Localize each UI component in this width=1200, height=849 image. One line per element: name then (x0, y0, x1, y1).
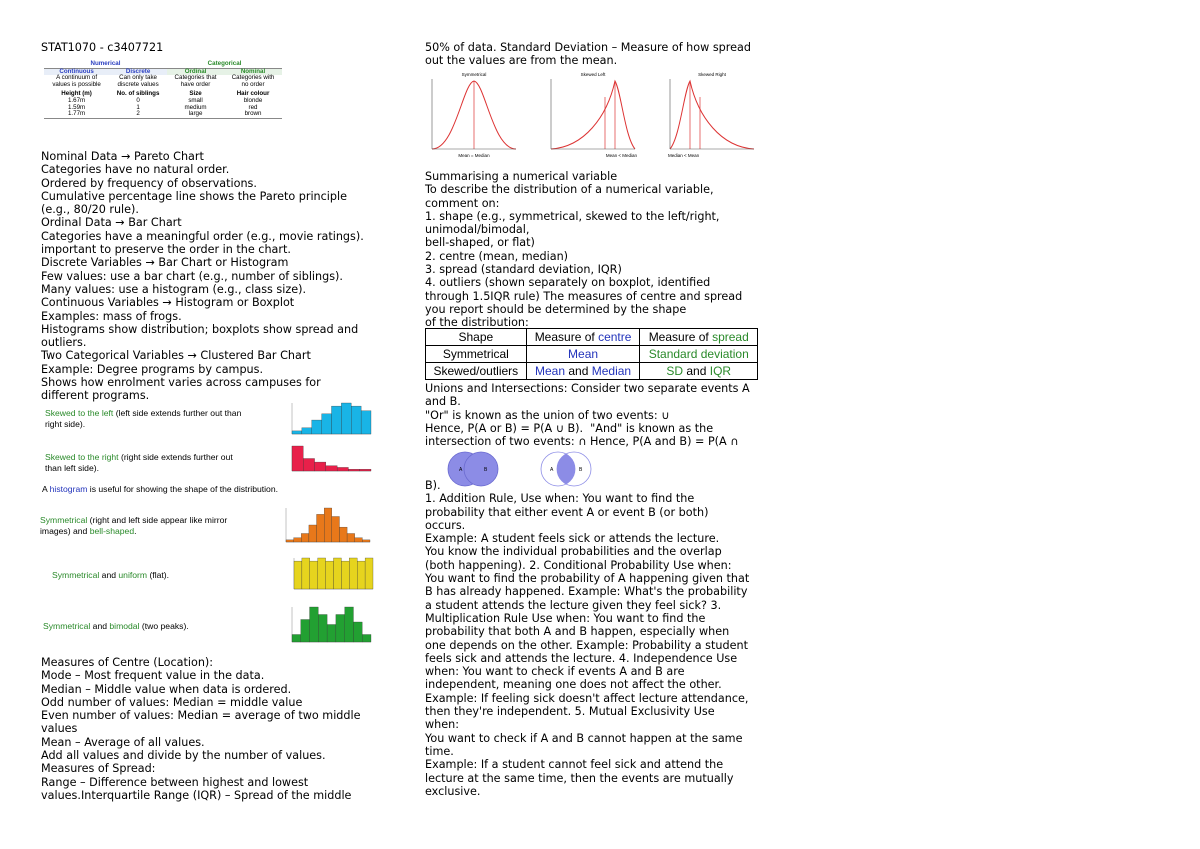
ordinal-heading: Ordinal (167, 68, 224, 75)
shape-cell: Symmetrical (426, 346, 527, 363)
histogram-bar (302, 428, 312, 434)
histogram-bar (326, 466, 337, 471)
histogram-skew-left (278, 400, 373, 442)
histogram-bar (339, 527, 347, 542)
categorical-heading: Categorical (167, 61, 282, 68)
histogram-bar (322, 414, 332, 434)
histogram-bar (341, 403, 351, 434)
example-head: Size (189, 90, 202, 98)
centre-cell: Mean (526, 346, 640, 363)
caption-bimodal: Symmetrical and bimodal (two peaks). (43, 621, 189, 631)
histogram-bar (294, 538, 302, 542)
histogram-bar (336, 615, 345, 643)
continuous-heading: Continuous (59, 67, 94, 75)
unions-text: Unions and Intersections: Consider two separate events A and B. "Or" is known as the union of two events: ∪ Hence, P(A or B) = P(A ∪ B). "And" is known as the intersection of two events: ∩ Hence, P(A and B) = P(A ∩ (425, 382, 750, 449)
histogram-bar (310, 561, 318, 589)
summarising-text: Summarising a numerical variable To describe the distribution of a numerical variable, comment on: 1. shape (e.g., symmetrical, skewed to the left/right, unimodal/bimodal, bell-shaped, or flat) 2. centre (mean, median) 3. spread (standard deviation, IQR) 4. outliers (shown separately on boxplot, identified through 1.5IQR rule) The measures of centre and spread you report should be determined by the shape of the distribution: (425, 170, 743, 330)
histogram-bar (332, 517, 340, 543)
histogram-bar (332, 406, 342, 434)
example-head: Height (m) (61, 90, 92, 98)
continuous-desc: A continuum of values is possible (52, 74, 101, 88)
curve-skewed-right: Skewed Right Median < Mean (668, 72, 756, 160)
spread-cell: SD and IQR (640, 363, 758, 380)
spread-head: Measure of spread (640, 329, 758, 346)
caption-uniform: Symmetrical and uniform (flat). (52, 570, 170, 580)
probability-rules-text: B). 1. Addition Rule, Use when: You want to find the probability that either event A or event B (or both) occurs. Example: A student feels sick or attends the lecture. You know the individual probabilities and the overlap (both happening). 2. Conditional Probability Use when: You want to find the probability of A happening given that B has already happened. Example: What's the probability a student attends the lecture given they feel sick? 3. Multiplication Rule Use when: You want to find the probability that both A and B happen, especially when one depends on the other. Example: Probability a student feels sick and attends the lecture. 4. Independence Use when: You want to check if events A and B are independent, meaning one does not affect the other. Example: If feeling sick doesn't affect lecture attendance, then they're independent. 5. Mutual Exclusivity Use when: You want to check if A and B cannot happen at the same time. Example: If a student cannot feel sick and attend the lecture at the same time, then the events are mutually exclusive. (425, 479, 750, 798)
caption-skew-right: Skewed to the right (right side extends further out than left side). (45, 452, 233, 473)
centre-cell: Mean and Median (526, 363, 640, 380)
histogram-bar (355, 538, 363, 542)
histogram-bar (347, 534, 355, 543)
histogram-bar (301, 620, 310, 643)
histogram-bar (337, 467, 348, 471)
example-head: No. of siblings (116, 90, 160, 98)
histogram-bar (362, 540, 370, 542)
curve-symmetrical: Symmetrical Mean = Median (430, 72, 518, 160)
histogram-bar (302, 558, 310, 589)
shape-measures-table (425, 328, 758, 380)
discrete-desc: Can only take discrete values (117, 74, 159, 88)
histogram-bar (312, 420, 322, 434)
histogram-bar (292, 446, 303, 471)
histogram-bar (286, 540, 294, 542)
data-types-table: Numerical Categorical Continuous Discrete Ordinal Nominal A continuum of values is possible Can only take discrete values Categories that have order Categories with no order Height (m) No. of siblings Size Hair colour 1.67m 0 small blonde 1.59m 1 medium red 1.77m 2 large brown (44, 61, 282, 119)
histogram-bar (327, 625, 336, 643)
ordinal-desc: Categories that have order (174, 74, 217, 88)
histogram-bar (309, 525, 317, 542)
histogram-bar (301, 534, 309, 543)
histogram-bar (351, 406, 361, 434)
histogram-bar (334, 558, 342, 589)
histogram-bar (294, 561, 302, 589)
histogram-bar (317, 514, 325, 542)
histogram-bar (362, 635, 371, 643)
histogram-bimodal (278, 604, 373, 650)
curve-skewed-left: Skewed Left Mean < Median (549, 72, 637, 160)
histogram-skew-right (278, 443, 373, 479)
caption-symmetric: Symmetrical (right and left side appear like mirror images) and bell-shaped. (40, 515, 228, 536)
nominal-desc: Categories with no order (231, 74, 275, 88)
skewed-left-curve-graphic (549, 77, 637, 151)
histogram-bar (326, 561, 334, 589)
histogram-bar (318, 615, 327, 643)
histogram-bar (292, 635, 301, 643)
histogram-bar (315, 462, 326, 471)
example-head: Hair colour (236, 90, 270, 98)
nominal-heading: Nominal (224, 68, 282, 75)
histogram-bar (341, 561, 349, 589)
histogram-uniform (280, 555, 375, 597)
venn-label-b: B (484, 467, 488, 473)
venn-label-a: A (459, 467, 463, 473)
shape-head: Shape (426, 329, 527, 346)
histogram-bar (324, 508, 332, 542)
spread-cell: Standard deviation (640, 346, 758, 363)
std-dev-text: 50% of data. Standard Deviation – Measure of how spread out the values are from the mean. (425, 41, 751, 68)
histogram-bar (361, 411, 371, 434)
venn-label-a: A (550, 467, 554, 473)
caption-skew-left: Skewed to the left (left side extends further out than right side). (45, 408, 242, 429)
venn-label-b: B (579, 467, 583, 473)
histogram-bar (303, 459, 314, 472)
symmetrical-curve-graphic (430, 77, 518, 151)
histogram-bar (345, 607, 354, 642)
centre-head: Measure of centre (526, 329, 640, 346)
histogram-bar (349, 558, 357, 589)
shape-cell: Skewed/outliers (426, 363, 527, 380)
histogram-bar (365, 558, 373, 589)
course-header: STAT1070 - c3407721 (41, 41, 164, 54)
histogram-bar (353, 622, 362, 642)
histogram-bar (357, 561, 365, 589)
histogram-bar (360, 469, 371, 471)
histogram-bar (310, 607, 319, 642)
skewed-right-curve-graphic (668, 77, 756, 151)
discrete-heading: Discrete (125, 67, 151, 75)
centre-spread-notes: Measures of Centre (Location): Mode – Most frequent value in the data. Median – Middle value when data is ordered. Odd number of values: Median = middle value Even number of values: Median = average of two middle values Mean – Average of all values. Add all values and divide by the number of values. Measures of Spread: Range – Difference between highest and lowest values.Interquartile Range (IQR) – Spread of the middle (41, 656, 361, 802)
histogram-bar (318, 558, 326, 589)
numerical-heading: Numerical (44, 61, 167, 68)
histogram-bar (292, 431, 302, 434)
histogram-bar (348, 469, 359, 471)
caption-histogram: A histogram is useful for showing the shape of the distribution. (42, 484, 278, 494)
chart-types-notes: Nominal Data → Pareto Chart Categories have no natural order. Ordered by frequency of observations. Cumulative percentage line shows the Pareto principle (e.g., 80/20 rule). Ordinal Data → Bar Chart Categories have a meaningful order (e.g., movie ratings). important to preserve the order in the chart. Discrete Variables → Bar Chart or Histogram Few values: use a bar chart (e.g., number of siblings). Many values: use a histogram (e.g., class size). Continuous Variables → Histogram or Boxplot Examples: mass of frogs. Histograms show distribution; boxplots show spread and outliers. Two Categorical Variables → Clustered Bar Chart Example: Degree programs by campus. Shows how enrolment varies across campuses for different programs. (41, 150, 364, 403)
histogram-symmetric (272, 505, 372, 550)
